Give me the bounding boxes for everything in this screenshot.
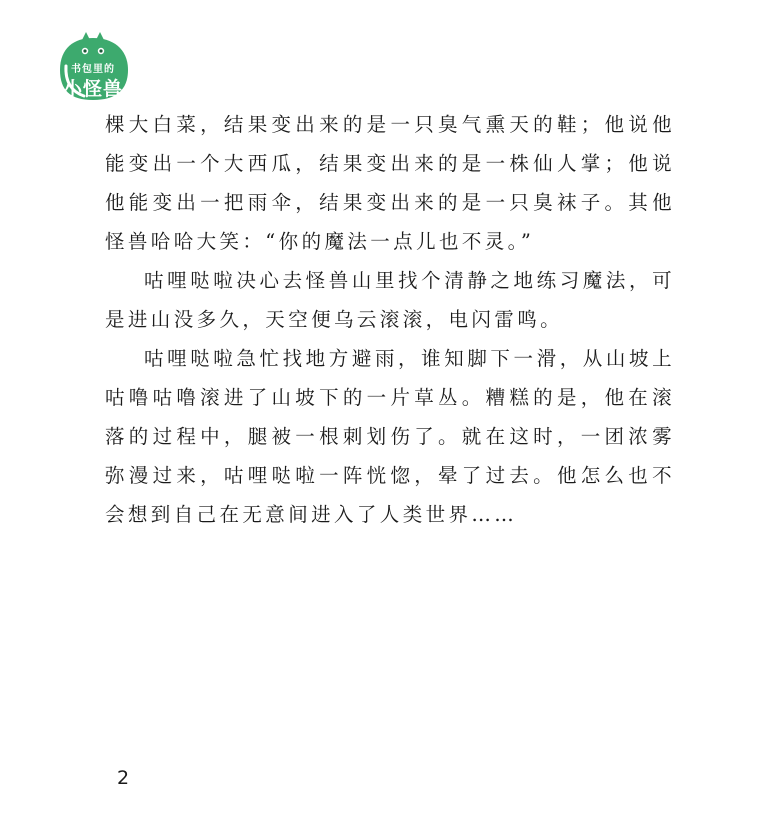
logo-title-text: 小怪兽 (62, 78, 123, 100)
story-text (105, 105, 675, 534)
paragraph: 咕哩哒啦决心去怪兽山里找个清静之地练习魔法，可是进山没多久，天空便乌云滚滚，电闪雷鸣。 (105, 269, 675, 331)
book-series-logo (52, 30, 134, 102)
paragraph: 棵大白菜，结果变出来的是一只臭气熏天的鞋；他说他能变出一个大西瓜，结果变出来的是一株仙人掌；他说他能变出一把雨伞，结果变出来的是一只臭袜子。其他怪兽哈哈大笑：“你的魔法一点儿也不灵。” (105, 113, 675, 253)
paragraph: 咕哩哒啦急忙找地方避雨，谁知脚下一滑，从山坡上咕噜咕噜滚进了山坡下的一片草丛。糟糕的是，他在滚落的过程中，腿被一根刺划伤了。就在这时，一团浓雾弥漫过来，咕哩哒啦一阵恍惚，晕了过去。他怎么也不会想到自己在无意间进入了人类世界…… (105, 347, 675, 526)
logo-small-text: 书包里的 (71, 64, 115, 75)
page-number: 2 (117, 767, 130, 789)
